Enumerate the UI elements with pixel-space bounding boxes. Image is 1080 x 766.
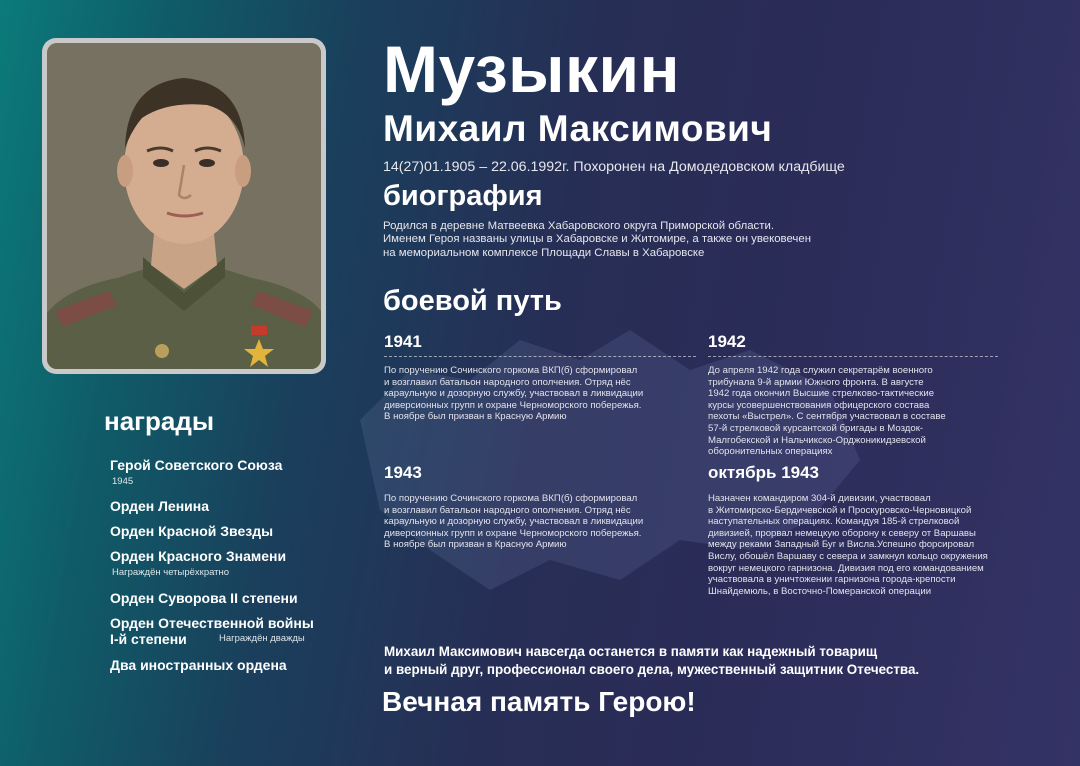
portrait-photo <box>47 43 321 369</box>
event-line: в Житомирско-Бердичевской и Проскуровско-Черновицкой <box>708 504 972 516</box>
event-year: октябрь 1943 <box>708 463 820 482</box>
event-line: Вислу, обошёл Варшаву с севера и замкнул кольцо окружения <box>708 550 988 562</box>
event-line: оборонительных операциях <box>708 446 833 458</box>
surname-title: Музыкин <box>383 32 680 106</box>
closing-line: и верный друг, профессионал своего дела, мужественный защитник Отечества. <box>384 662 920 677</box>
event-line: и возглавил батальон народного ополчения. Отряд нёс <box>384 376 631 388</box>
eternal-memory-slogan: Вечная память Герою! <box>382 686 696 717</box>
event-line: В ноябре был призван в Красную Армию <box>384 411 567 423</box>
closing-line: Михаил Максимович навсегда останется в памяти как надежный товарищ <box>384 644 878 659</box>
soldier-portrait-icon <box>47 43 321 369</box>
event-line: По поручению Сочинского горкома ВКП(б) сформировал <box>384 493 638 504</box>
event-text <box>384 365 684 423</box>
event-line: дивизией, прорвал немецкую оборону к северу от Варшавы <box>708 527 976 539</box>
event-text <box>708 365 1008 458</box>
closing-text <box>384 643 984 679</box>
event-line: В ноябре был призван в Красную Армию <box>384 539 567 551</box>
event-line: Шнайдемюль, в Восточно-Померанской операции <box>708 585 932 597</box>
biography-text <box>383 220 903 260</box>
biography-line: на мемориальном комплексе Площади Славы в Хабаровске <box>383 246 705 259</box>
event-line: 57-й стрелковой курсантской бригады в Моздок- <box>708 422 924 434</box>
award-item: Орден Ленина <box>110 498 210 514</box>
award-note: Награждён четырёхкратно <box>112 567 230 578</box>
event-year: 1943 <box>384 463 422 482</box>
award-note: Награждён дважды <box>219 633 305 644</box>
event-line: Малгобекской и Нальчикско-Орджоникидзевской <box>708 434 926 446</box>
event-year: 1941 <box>384 332 422 351</box>
biography-line: Родился в деревне Матвеевка Хабаровского округа Приморской области. <box>383 220 774 232</box>
event-year: 1942 <box>708 332 746 351</box>
awards-heading: награды <box>104 406 215 436</box>
event-line: вокруг немецкого гарнизона. Дивизия под его командованием <box>708 562 984 574</box>
event-text <box>708 493 1008 597</box>
event-line: караульную и дозорную службу, участвовал в ликвидации <box>384 388 644 400</box>
event-line: между реками Западный Буг и Висла.Успешно форсировал <box>708 539 975 551</box>
award-item: Два иностранных ордена <box>110 657 287 673</box>
biography-heading: биография <box>383 180 543 212</box>
award-item: Орден Красного Знамени <box>110 548 287 564</box>
event-line: наступательных операциях. Командуя 185-й стрелковой <box>708 516 960 528</box>
biography-line: Именем Героя названы улицы в Хабаровске и Житомире, а также он увековечен <box>383 233 811 246</box>
event-line: Назначен командиром 304-й дивизии, участвовал <box>708 493 931 504</box>
divider-line <box>708 356 998 357</box>
award-item: Орден Отечественной войны <box>110 615 314 631</box>
event-line: трибунала 9-й армии Южного фронта. В августе <box>708 376 924 388</box>
award-item: I-й степени <box>110 631 187 647</box>
award-note: 1945 <box>112 476 134 487</box>
given-names: Михаил Максимович <box>383 108 773 149</box>
event-line: участвовала в уничтожении гарнизона города-крепости <box>708 574 956 586</box>
portrait-frame <box>42 38 326 374</box>
event-line: 1942 года окончил Высшие стрелково-тактические <box>708 388 935 400</box>
combat-path-heading: боевой путь <box>383 285 562 317</box>
award-item: Герой Советского Союза <box>110 457 283 473</box>
event-line: диверсионных групп и охране Черноморского побережья. <box>384 399 642 411</box>
event-line: По поручению Сочинского горкома ВКП(б) сформировал <box>384 365 638 376</box>
divider-line <box>384 356 696 357</box>
event-line: караульную и дозорную службу, участвовал в ликвидации <box>384 516 644 528</box>
event-line: пехоты «Выстрел». С сентября участвовал в составе <box>708 411 946 423</box>
award-item: Орден Красной Звезды <box>110 523 274 539</box>
life-dates: 14(27)01.1905 – 22.06.1992г. Похоронен на Домодедовском кладбище <box>383 159 845 175</box>
event-line: и возглавил батальон народного ополчения. Отряд нёс <box>384 504 631 516</box>
event-text <box>384 493 684 551</box>
event-line: До апреля 1942 года служил секретарём военного <box>708 365 933 376</box>
award-item: Орден Суворова II степени <box>110 590 298 606</box>
event-line: курсы усовершенствования офицерского состава <box>708 399 930 411</box>
event-line: диверсионных групп и охране Черноморского побережья. <box>384 527 642 539</box>
